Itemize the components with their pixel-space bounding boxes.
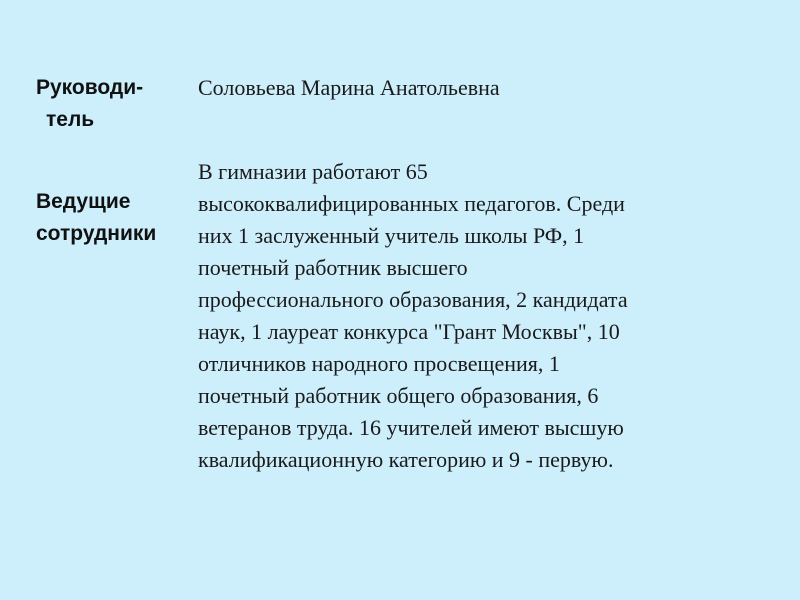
staff-label <box>36 186 156 250</box>
leader-label <box>36 72 143 136</box>
leader-label-line: Руководи- <box>36 76 144 99</box>
staff-description-line: почетный работник высшего <box>198 255 468 280</box>
staff-description <box>198 156 788 476</box>
staff-description-line: почетный работник общего образования, 6 <box>198 383 599 408</box>
staff-description-line: наук, 1 лауреат конкурса "Грант Москвы", 10 <box>198 319 620 344</box>
staff-description-line: В гимназии работают 65 <box>198 159 428 184</box>
staff-label-line: Ведущие <box>36 190 131 213</box>
staff-description-line: отличников народного просвещения, 1 <box>198 351 560 376</box>
staff-description-line: ветеранов труда. 16 учителей имеют высшую <box>198 415 624 440</box>
staff-label-line: сотрудники <box>36 222 157 245</box>
leader-label-line: тель <box>46 108 95 131</box>
staff-description-line: профессионального образования, 2 кандидата <box>198 287 628 312</box>
leader-name-text: Соловьева Марина Анатольевна <box>198 75 500 100</box>
leader-name <box>198 72 788 104</box>
staff-description-line: них 1 заслуженный учитель школы РФ, 1 <box>198 223 585 248</box>
staff-description-line: квалификационную категорию и 9 - первую. <box>198 447 614 472</box>
staff-description-line: высококвалифицированных педагогов. Среди <box>198 191 625 216</box>
